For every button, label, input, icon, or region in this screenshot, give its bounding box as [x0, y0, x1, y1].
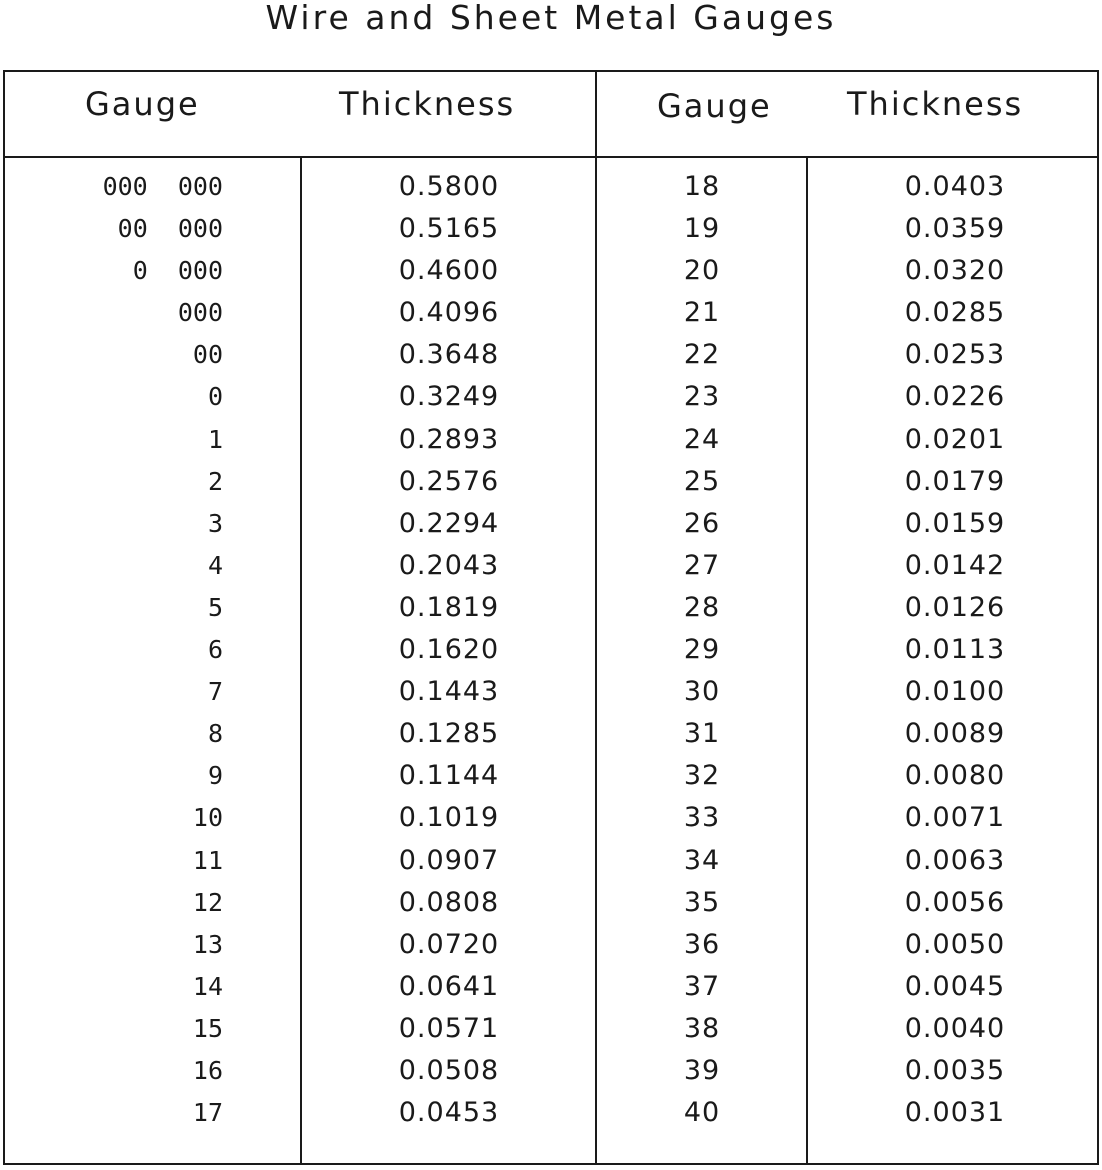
thickness-cell-right: 0.0045 [904, 970, 1006, 1002]
gauge-cell-left: 00 [192, 340, 223, 370]
gauge-cell-left: 17 [192, 1098, 223, 1128]
header-thickness-right: Thickness [847, 85, 1024, 123]
gauge-cell-right: 24 [683, 423, 721, 455]
thickness-cell-right: 0.0359 [904, 213, 1006, 245]
header-gauge-right: Gauge [657, 87, 772, 125]
gauge-cell-left: 3 [207, 508, 223, 538]
thickness-cell-left: 0.0808 [398, 886, 500, 918]
gauge-cell-left: 13 [192, 929, 223, 959]
thickness-cell-right: 0.0035 [904, 1054, 1006, 1086]
thickness-cell-left: 0.5800 [398, 171, 500, 202]
table-row [5, 1092, 1097, 1134]
table-row [5, 419, 1097, 461]
gauge-cell-right: 26 [683, 507, 721, 539]
thickness-cell-left: 0.1285 [398, 718, 500, 750]
thickness-cell-right: 0.0201 [904, 423, 1006, 455]
thickness-cell-right: 0.0040 [904, 1012, 1006, 1044]
thickness-cell-right: 0.0226 [904, 381, 1006, 413]
gauge-cell-right: 33 [683, 802, 721, 834]
gauge-cell-right: 19 [683, 213, 721, 245]
gauge-cell-left: 10 [192, 803, 223, 833]
gauge-cell-right: 31 [683, 718, 721, 750]
gauge-table [3, 70, 1099, 1165]
gauge-cell-right: 27 [683, 549, 721, 581]
gauge-cell-right: 22 [683, 339, 721, 371]
thickness-cell-left: 0.5165 [398, 213, 500, 245]
thickness-cell-left: 0.1443 [398, 676, 500, 708]
thickness-cell-right: 0.0126 [904, 591, 1006, 623]
gauge-cell-right: 32 [683, 760, 721, 792]
thickness-cell-right: 0.0063 [904, 844, 1006, 876]
table-row [5, 545, 1097, 587]
thickness-cell-right: 0.0403 [904, 171, 1006, 202]
table-row [5, 503, 1097, 545]
gauge-cell-right: 35 [683, 886, 721, 918]
gauge-cell-left: 1 [207, 424, 223, 454]
gauge-cell-left: 14 [192, 971, 223, 1001]
thickness-cell-right: 0.0056 [904, 886, 1006, 918]
gauge-cell-left: 6 [207, 635, 223, 665]
thickness-cell-left: 0.0508 [398, 1054, 500, 1086]
table-row [5, 797, 1097, 839]
gauge-cell-right: 20 [683, 255, 721, 287]
thickness-cell-left: 0.1144 [398, 760, 500, 792]
thickness-cell-left: 0.2893 [398, 423, 500, 455]
table-row [5, 966, 1097, 1008]
table-row [5, 208, 1097, 250]
thickness-cell-left: 0.0571 [398, 1012, 500, 1044]
thickness-cell-right: 0.0071 [904, 802, 1006, 834]
gauge-cell-right: 40 [683, 1097, 721, 1129]
table-row [5, 461, 1097, 503]
table-row [5, 882, 1097, 924]
gauge-cell-left: 000 000 [102, 172, 223, 201]
table-row [5, 713, 1097, 755]
gauge-cell-left: 000 [177, 298, 223, 328]
thickness-cell-left: 0.0720 [398, 928, 500, 960]
table-row [5, 924, 1097, 966]
gauge-cell-right: 28 [683, 591, 721, 623]
thickness-cell-left: 0.1819 [398, 591, 500, 623]
gauge-cell-right: 30 [683, 676, 721, 708]
gauge-cell-right: 18 [683, 171, 721, 202]
thickness-cell-right: 0.0080 [904, 760, 1006, 792]
thickness-cell-right: 0.0179 [904, 465, 1006, 497]
thickness-cell-left: 0.2294 [398, 507, 500, 539]
gauge-cell-left: 4 [207, 550, 223, 580]
table-row [5, 629, 1097, 671]
thickness-cell-left: 0.4096 [398, 297, 500, 329]
thickness-cell-left: 0.3249 [398, 381, 500, 413]
table-row [5, 840, 1097, 882]
thickness-cell-left: 0.0641 [398, 970, 500, 1002]
table-row [5, 587, 1097, 629]
thickness-cell-right: 0.0089 [904, 718, 1006, 750]
gauge-cell-right: 37 [683, 970, 721, 1002]
table-row [5, 166, 1097, 208]
gauge-cell-left: 9 [207, 761, 223, 791]
thickness-cell-left: 0.4600 [398, 255, 500, 287]
table-row [5, 250, 1097, 292]
header-thickness-left: Thickness [339, 85, 516, 123]
gauge-cell-left: 2 [207, 466, 223, 496]
table-row [5, 671, 1097, 713]
thickness-cell-right: 0.0050 [904, 928, 1006, 960]
gauge-cell-left: 11 [192, 845, 223, 875]
gauge-cell-left: 7 [207, 677, 223, 707]
gauge-cell-left: 0 [207, 382, 223, 412]
gauge-cell-right: 25 [683, 465, 721, 497]
table-row [5, 292, 1097, 334]
thickness-cell-left: 0.2576 [398, 465, 500, 497]
gauge-cell-left: 16 [192, 1055, 223, 1085]
thickness-cell-left: 0.3648 [398, 339, 500, 371]
thickness-cell-right: 0.0100 [904, 676, 1006, 708]
gauge-cell-right: 23 [683, 381, 721, 413]
gauge-cell-right: 39 [683, 1054, 721, 1086]
thickness-cell-right: 0.0031 [904, 1097, 1006, 1129]
table-row [5, 1050, 1097, 1092]
gauge-cell-right: 21 [683, 297, 721, 329]
thickness-cell-left: 0.1620 [398, 634, 500, 666]
thickness-cell-right: 0.0320 [904, 255, 1006, 287]
thickness-cell-left: 0.0453 [398, 1097, 500, 1129]
table-row [5, 376, 1097, 418]
header-gauge-left: Gauge [85, 85, 200, 123]
page-title: Wire and Sheet Metal Gauges [265, 0, 837, 37]
gauge-cell-left: 0 000 [132, 256, 223, 286]
thickness-cell-right: 0.0142 [904, 549, 1006, 581]
thickness-cell-right: 0.0253 [904, 339, 1006, 371]
header-divider [5, 156, 1097, 158]
table-row [5, 755, 1097, 797]
table-body [5, 166, 1097, 1134]
thickness-cell-left: 0.0907 [398, 844, 500, 876]
gauge-cell-right: 36 [683, 928, 721, 960]
gauge-cell-left: 12 [192, 887, 223, 917]
gauge-cell-left: 8 [207, 719, 223, 749]
gauge-cell-right: 34 [683, 844, 721, 876]
gauge-cell-right: 38 [683, 1012, 721, 1044]
thickness-cell-left: 0.2043 [398, 549, 500, 581]
table-row [5, 334, 1097, 376]
gauge-cell-left: 00 000 [117, 214, 223, 244]
gauge-cell-left: 15 [192, 1013, 223, 1043]
thickness-cell-right: 0.0159 [904, 507, 1006, 539]
thickness-cell-left: 0.1019 [398, 802, 500, 834]
table-row [5, 1008, 1097, 1050]
thickness-cell-right: 0.0113 [904, 634, 1006, 666]
gauge-cell-left: 5 [207, 592, 223, 622]
thickness-cell-right: 0.0285 [904, 297, 1006, 329]
gauge-cell-right: 29 [683, 634, 721, 666]
